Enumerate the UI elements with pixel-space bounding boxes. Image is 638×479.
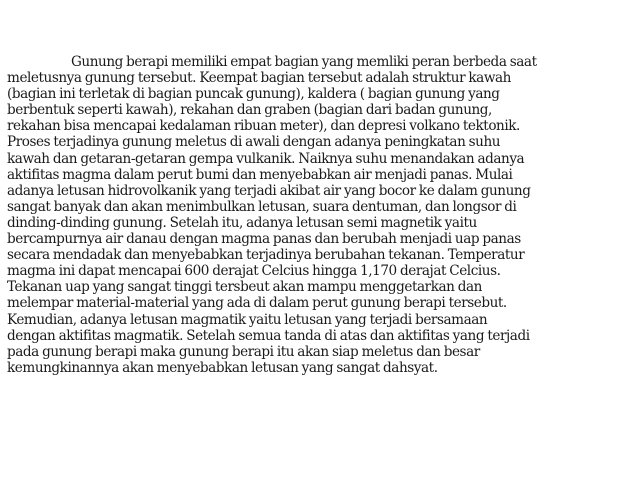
text-line: Gunung berapi memiliki empat bagian yang memliki peran berbeda saat [71, 54, 537, 70]
text-line: Proses terjadinya gunung meletus di awali dengan adanya peningkatan suhu [7, 134, 501, 151]
text-line: dinding-dinding gunung. Setelah itu, adanya letusan semi magnetik yaitu [7, 214, 477, 231]
text-line: meletusnya gunung tersebut. Keempat bagian tersebut adalah struktur kawah [7, 70, 511, 87]
text-line: kawah dan getaran-getaran gempa vulkanik. Naiknya suhu menandakan adanya [7, 150, 525, 167]
text-line: dengan aktifitas magmatik. Setelah semua tanda di atas dan aktifitas yang terjadi [7, 327, 530, 344]
text-line: pada gunung berapi maka gunung berapi itu akan siap meletus dan besar [7, 343, 480, 360]
text-line: sangat banyak dan akan menimbulkan letusan, suara dentuman, dan longsor di [7, 198, 517, 215]
body-paragraph [7, 54, 631, 376]
text-line: secara mendadak dan menyebabkan terjadinya berubahan tekanan. Temperatur [7, 247, 525, 264]
text-line: Kemudian, adanya letusan magmatik yaitu letusan yang terjadi bersamaan [7, 311, 488, 328]
text-line: berbentuk seperti kawah), rekahan dan graben (bagian dari badan gunung, [7, 102, 492, 119]
text-line: magma ini dapat mencapai 600 derajat Celcius hingga 1,170 derajat Celcius. [7, 263, 501, 280]
text-line: melempar material-material yang ada di dalam perut gunung berapi tersebut. [7, 295, 507, 312]
text-line: bercampurnya air danau dengan magma panas dan berubah menjadi uap panas [7, 231, 521, 248]
text-line: Tekanan uap yang sangat tinggi tersbeut akan mampu menggetarkan dan [7, 279, 482, 296]
text-line: (bagian ini terletak di bagian puncak gunung), kaldera ( bagian gunung yang [7, 86, 500, 103]
text-line: kemungkinannya akan menyebabkan letusan yang sangat dahsyat. [7, 359, 438, 376]
text-line: adanya letusan hidrovolkanik yang terjadi akibat air yang bocor ke dalam gunung [7, 182, 531, 199]
text-line: rekahan bisa mencapai kedalaman ribuan meter), dan depresi volkano tektonik. [7, 118, 520, 135]
text-line: aktifitas magma dalam perut bumi dan menyebabkan air menjadi panas. Mulai [7, 166, 513, 183]
